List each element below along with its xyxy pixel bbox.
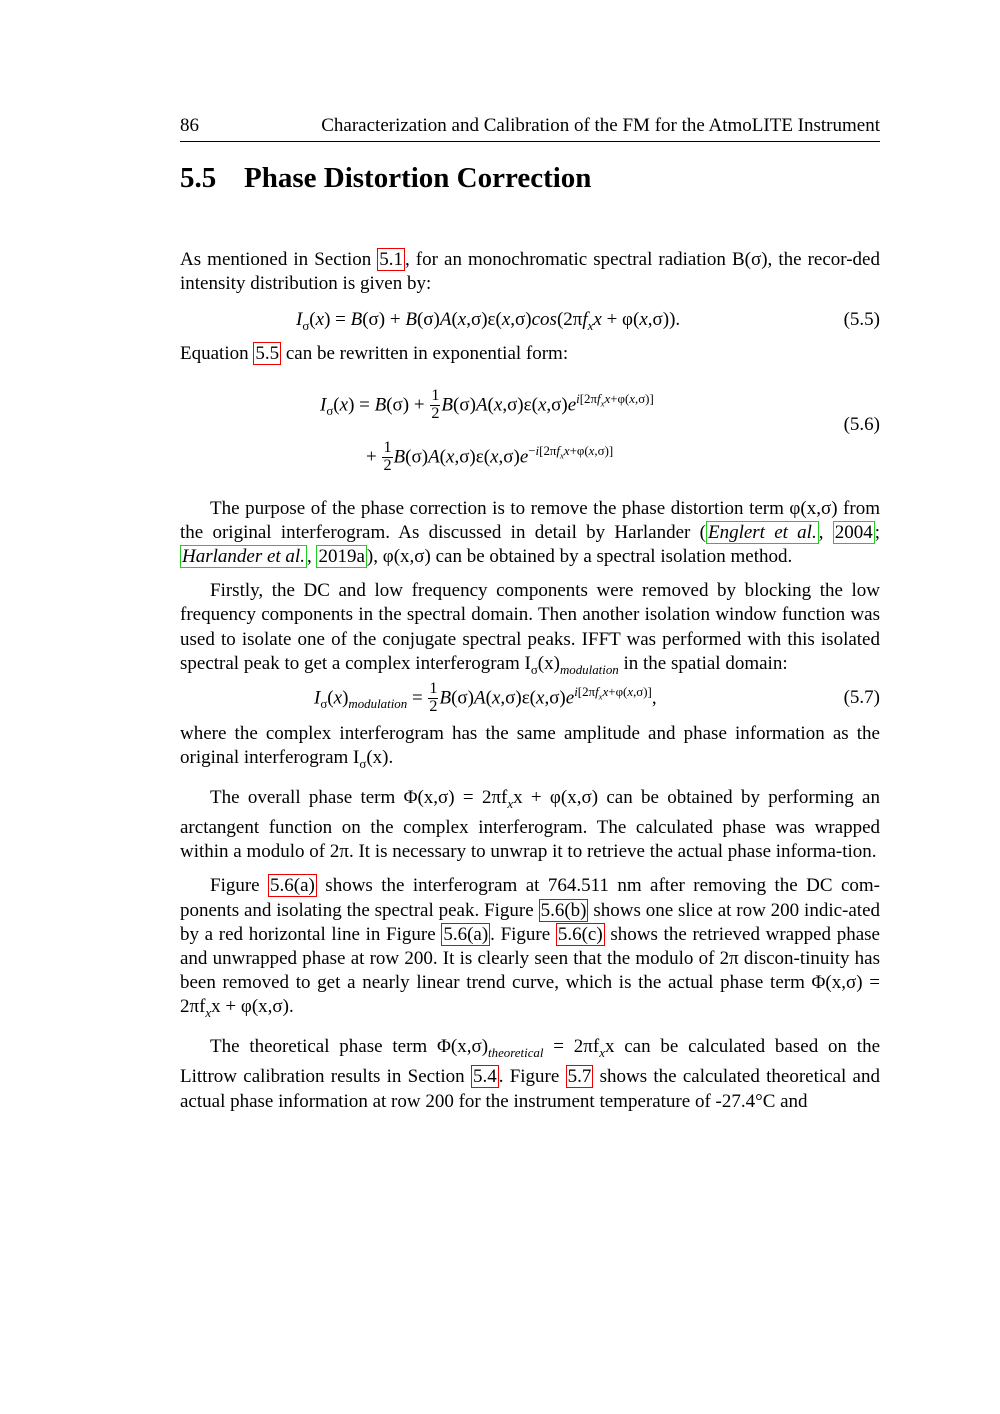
equation-number: (5.7) [843,686,880,708]
equation-5-5: $I_\sigma(x) = B(\sigma) + B(\sigma)A(x,\sigma)\varepsilon(x,\sigma)\cos(2\pi f_xx + \varphi(x,\sigma))$. (5.5) [296,309,880,334]
equation-number: (5.5) [843,309,880,331]
paragraph-5: where the complex interferogram has the same amplitude and phase information as the original interferogram $I_\sigma(x)$. [180,722,880,771]
section-link[interactable]: 5.4 [472,1066,497,1088]
section-heading [180,162,591,195]
equation-number: (5.6) [843,413,880,435]
figure-link[interactable]: 5.6(a) [270,875,315,897]
paragraph-3: The purpose of the phase correction is to remove the phase distortion term φ(x,σ) from the original interferogram. As discussed in detail by Harlander ( Englert et al. , 2004 ; Harlander et al. , 2019a ), φ(x,σ) can be obtained by a spectral isolation method. [180,497,881,568]
equation-5-6: $I_\sigma(x) = B(\sigma)$ + $\frac{1}{2}$ $B(\sigma)A(x,\sigma)\varepsilon(x,\sigma)e^{i[2\pi f_xx+\varphi(x,\sigma)]}$ + $\frac{1}{2}$ $B(\sigma)A(x,\sigma)\varepsilon(x,\sigma)e^{-i[2\pi f_xx+\varphi(x,\sigma)]}$ (5.6) [320,387,880,475]
paragraph-4: Firstly, the DC and low frequency components were removed by blocking the low frequency components in the spectral domain. Then another isolation window function was used to isolate one of the conjugate spectral peaks. IFFT was performed with this isolated spectral peak to get a complex interferogram $I_\sigma(x)_{modulation}$ in the spatial domain: [180,580,880,677]
paragraph-1: As mentioned in Section 5.1 , for an monochromatic spectral radiation B(σ), the recor-ded intensity distribution is given by: [180,249,880,295]
running-title: Characterization and Calibration of the FM for the AtmoLITE Instrument [321,115,880,136]
paragraph-6: The overall phase term $\Phi(x,\sigma) = 2\pi f_xx + \varphi(x,\sigma)$ can be obtained by performing an arctangent function on the complex interferogram. The calculated phase was wrapped within a modulo of 2π. It is necessary to unwrap it to retrieve the actual phase informa-tion. [180,787,880,863]
citation-link[interactable]: Harlander et al. [182,546,305,568]
paragraph-7: Figure 5.6(a) shows the interferogram at 764.511 nm after removing the DC com-ponents and isolating the spectral peak. Figure 5.6(b) shows one slice at row 200 indic-ated by a red horizontal line in Figure 5.6(a) . Figure 5.6(c) shows the retrieved wrapped phase and unwrapped phase at row 200. It is clearly seen that the modulo of 2π discon-tinuity has been removed to get a nearly linear trend curve, which is the actual phase term $\Phi(x,\sigma) = 2\pi f_xx + \varphi(x,\sigma)$. [180,875,881,1021]
figure-link[interactable]: 5.6(a) [443,923,489,945]
page-number: 86 [180,115,199,136]
paragraph-2: Equation 5.5 can be rewritten in exponential form: [180,343,569,365]
citation-link[interactable]: Englert et al. [707,521,817,543]
section-link[interactable]: 5.1 [379,249,404,270]
citation-year-link[interactable]: 2004 [834,521,873,543]
citation-year-link[interactable]: 2019a [318,546,365,568]
figure-link[interactable]: 5.6(c) [557,923,603,945]
equation-link[interactable]: 5.5 [255,343,280,365]
equation-5-7: $I_\sigma(x)_{modulation}$ = $\frac{1}{2}$ $B(\sigma)A(x,\sigma)\varepsilon(x,\sigma)e^{i[2\pi f_xx+\varphi(x,\sigma)]}$, (5.7) [314,680,880,716]
section-title: Phase Distortion Correction [244,162,592,194]
figure-link[interactable]: 5.6(b) [540,899,587,921]
body-text [180,248,880,1114]
section-number: 5.5 [180,162,217,194]
paragraph-8: The theoretical phase term $\Phi(x,\sigma)_{theoretical} = 2\pi f_xx$ can be calculated based on the Littrow calibration results in Section 5.4 . Figure 5.7 shows the calculated theoretical and actual phase information at row 200 for the instrument temperature of -27.4°C and [180,1036,881,1112]
running-header [180,115,880,142]
figure-link[interactable]: 5.7 [567,1066,592,1088]
